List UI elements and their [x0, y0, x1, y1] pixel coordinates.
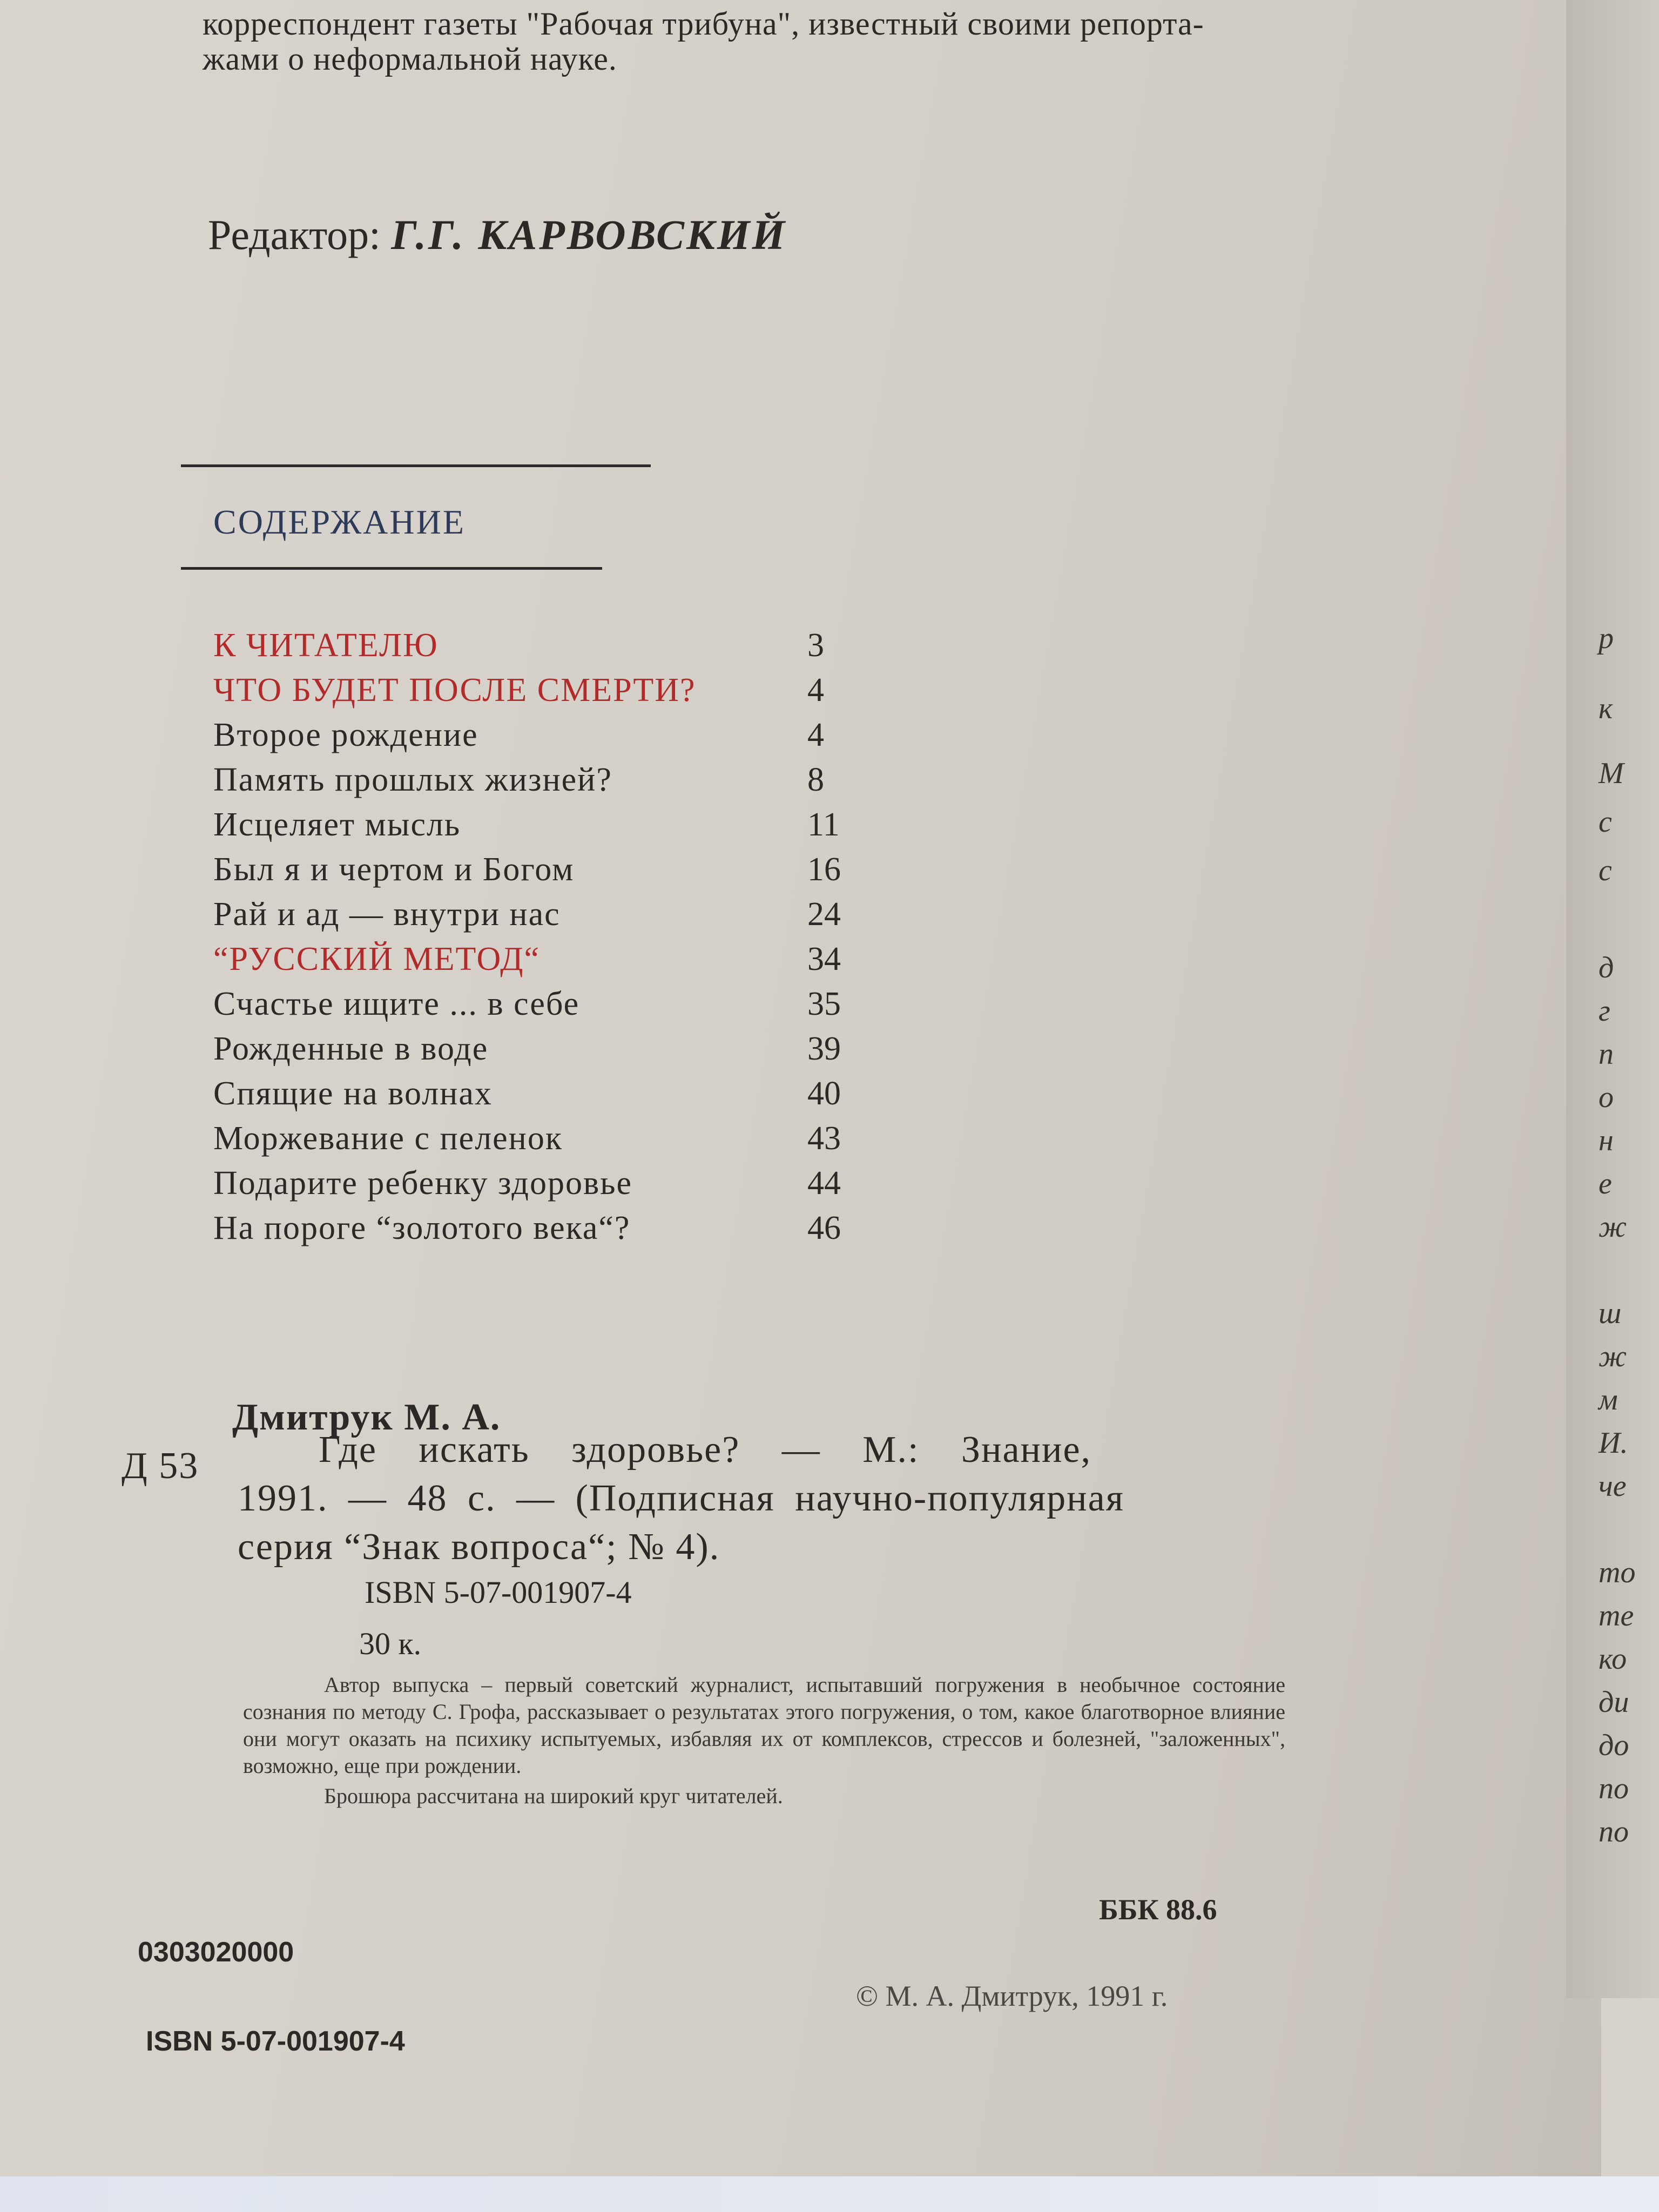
contents-entry — [213, 1075, 861, 1118]
biblio-author: Дмитрук М. А. — [232, 1397, 501, 1438]
adjacent-page-text-fragment: к — [1599, 692, 1613, 725]
adjacent-page-text-fragment: ко — [1599, 1642, 1627, 1676]
contents-entry-page: 40 — [807, 1075, 841, 1112]
contents-entry — [213, 1164, 861, 1208]
adjacent-page-text-fragment: ди — [1599, 1685, 1629, 1719]
contents-rule-top — [181, 464, 651, 467]
adjacent-page-text-fragment: М — [1599, 757, 1624, 790]
contents-entry-page: 8 — [807, 761, 824, 798]
contents-rule-bottom — [181, 567, 602, 570]
editor-label: Редактор: — [208, 211, 381, 258]
contents-entry-page: 24 — [807, 896, 841, 933]
contents-entry-page: 3 — [807, 627, 824, 664]
contents-entry — [213, 985, 861, 1028]
adjacent-page-text-fragment: то — [1599, 1556, 1636, 1589]
adjacent-page-text-fragment: ж — [1599, 1340, 1627, 1373]
contents-entry-title: Память прошлых жизней? — [213, 761, 612, 798]
adjacent-page-text-fragment: ж — [1599, 1210, 1627, 1244]
adjacent-page-text-fragment: че — [1599, 1469, 1627, 1503]
adjacent-page-text-fragment: по — [1599, 1772, 1629, 1805]
contents-entry-title: “РУССКИЙ МЕТОД“ — [213, 941, 541, 977]
contents-entry-page: 4 — [807, 672, 824, 709]
adjacent-page-text-fragment: по — [1599, 1815, 1629, 1849]
contents-entry-page: 46 — [807, 1210, 841, 1246]
contents-entry-title: Моржевание с пеленок — [213, 1120, 563, 1157]
contents-section — [213, 671, 861, 714]
adjacent-page-text-fragment: н — [1599, 1124, 1614, 1157]
contents-entry-title: Спящие на волнах — [213, 1075, 493, 1112]
contents-entry-page: 16 — [807, 851, 841, 888]
biblio-isbn: ISBN 5-07-001907-4 — [365, 1575, 632, 1610]
adjacent-page-text-fragment: те — [1599, 1599, 1634, 1633]
adjacent-page-text-fragment: до — [1599, 1729, 1629, 1762]
contents-entry-title: Подарите ребенку здоровье — [213, 1165, 633, 1202]
annotation — [243, 1671, 1285, 1810]
editor-credit — [208, 211, 787, 259]
contents-entry — [213, 1030, 861, 1073]
biblio-code: Д 53 — [122, 1445, 199, 1487]
contents-entry-title: К ЧИТАТЕЛЮ — [213, 627, 439, 664]
contents-entry — [213, 1120, 861, 1163]
editor-name: Г.Г. КАРВОВСКИЙ — [391, 211, 787, 258]
footer-isbn: ISBN 5-07-001907-4 — [146, 2026, 405, 2057]
contents-section — [213, 626, 861, 670]
intro-line-1: корреспондент газеты "Рабочая трибуна", известный своими репорта- — [203, 6, 1204, 42]
adjacent-page-edge — [1566, 0, 1659, 1998]
biblio-line-3: серия “Знак вопроса“; № 4). — [238, 1526, 720, 1568]
contents-entry-title: Рожденные в воде — [213, 1030, 489, 1067]
bbk-code: ББК 88.6 — [1099, 1893, 1217, 1926]
adjacent-page-text-fragment: г — [1599, 994, 1610, 1028]
contents-entry — [213, 851, 861, 894]
contents-entry-title: Исцеляет мысль — [213, 806, 461, 843]
intro-line-2: жами о неформальной науке. — [203, 41, 617, 77]
contents-entry-page: 11 — [807, 806, 840, 843]
contents-entry — [213, 895, 861, 939]
contents-entry-title: Второе рождение — [213, 717, 478, 753]
contents-entry-title: Был я и чертом и Богом — [213, 851, 575, 888]
contents-entry-page: 34 — [807, 941, 841, 977]
contents-entry-page: 35 — [807, 986, 841, 1022]
biblio-line-1: Где искать здоровье? — М.: Знание, — [319, 1429, 1092, 1471]
contents-entry-page: 39 — [807, 1030, 841, 1067]
contents-entry-page: 4 — [807, 717, 824, 753]
annotation-audience: Брошюра рассчитана на широкий круг читателей. — [324, 1784, 783, 1808]
adjacent-page-text-fragment: ш — [1599, 1297, 1622, 1330]
adjacent-page-text-fragment: с — [1599, 805, 1612, 839]
adjacent-page-text-fragment: д — [1599, 951, 1614, 984]
annotation-text: Автор выпуска – первый советский журналист, испытавший погружения в необычное состояние сознания по методу С. Грофа, рассказывает о результатах этого погружения, о том, какое благотворное влияние они могут оказать на психику испытуемых, избавляя их от комплексов, стрессов и болезней, "заложенных", возможно, еще при рождении. — [243, 1673, 1285, 1778]
contents-entry — [213, 716, 861, 759]
copyright-notice: © М. А. Дмитрук, 1991 г. — [856, 1980, 1168, 2012]
contents-entry — [213, 1209, 861, 1252]
biblio-line-2: 1991. — 48 с. — (Подписная научно-популярная — [238, 1478, 1124, 1519]
contents-entry-page: 43 — [807, 1120, 841, 1157]
contents-entry — [213, 806, 861, 849]
adjacent-page-text-fragment: м — [1599, 1383, 1618, 1417]
background-surface — [0, 2176, 1659, 2212]
contents-entry — [213, 761, 861, 804]
adjacent-page-text-fragment: с — [1599, 854, 1612, 887]
adjacent-page-text-fragment: И. — [1599, 1426, 1628, 1460]
contents-entry-title: На пороге “золотого века“? — [213, 1210, 631, 1246]
contents-entry-title: Рай и ад — внутри нас — [213, 896, 561, 933]
adjacent-page-text-fragment: е — [1599, 1167, 1612, 1201]
adjacent-page-text-fragment: о — [1599, 1081, 1614, 1114]
adjacent-page-text-fragment: п — [1599, 1037, 1614, 1071]
adjacent-page-text-fragment: р — [1599, 622, 1614, 655]
contents-section — [213, 940, 861, 983]
catalog-number: 0303020000 — [138, 1937, 294, 1968]
contents-entry-title: Счастье ищите ... в себе — [213, 986, 580, 1022]
contents-entry-page: 44 — [807, 1165, 841, 1202]
contents-entry-title: ЧТО БУДЕТ ПОСЛЕ СМЕРТИ? — [213, 672, 696, 709]
contents-heading: СОДЕРЖАНИЕ — [213, 503, 466, 541]
biblio-price: 30 к. — [359, 1626, 422, 1661]
